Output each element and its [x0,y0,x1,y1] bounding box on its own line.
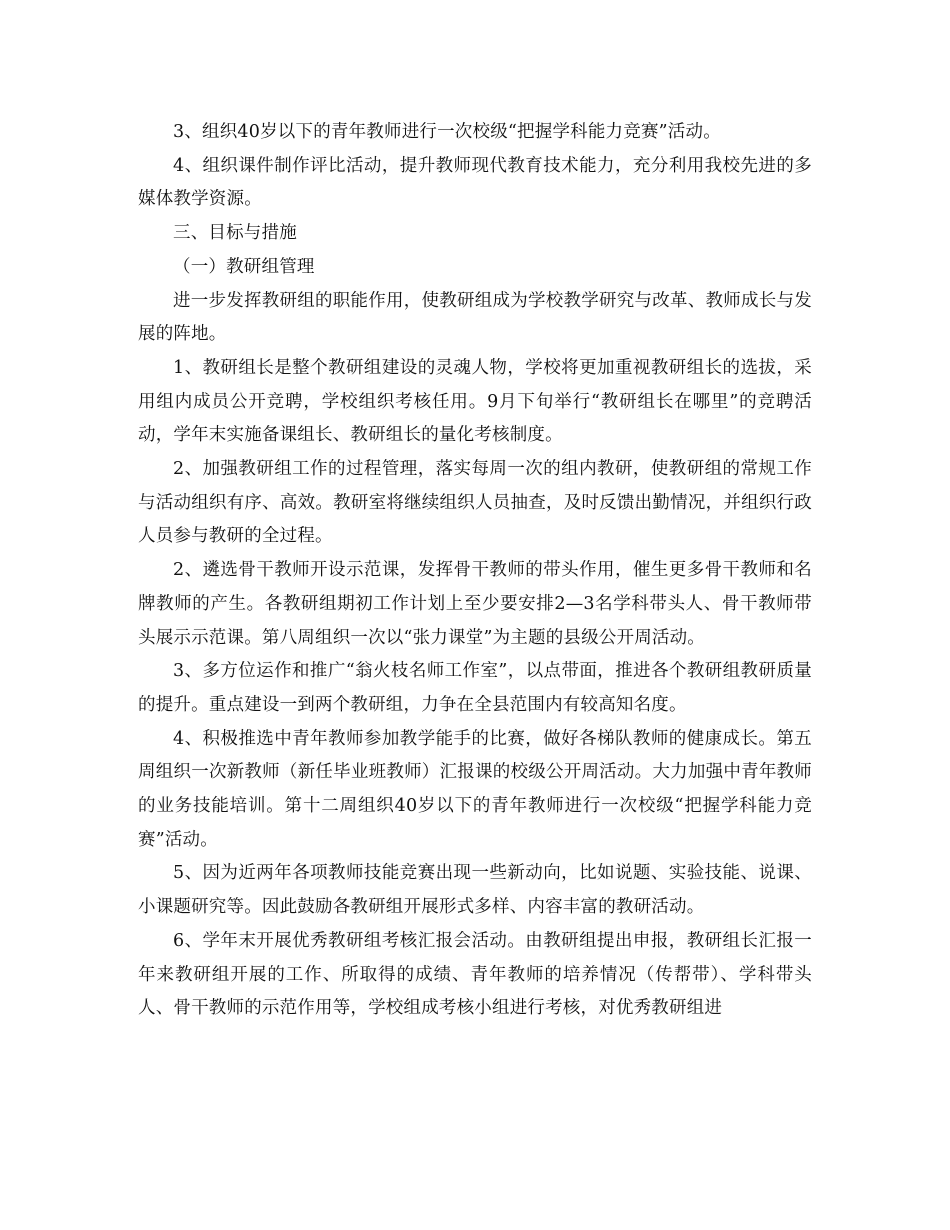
paragraph-item-3: 3、组织40岁以下的青年教师进行一次校级“把握学科能力竞赛”活动。 [173,122,721,142]
section-heading-goals-measures: 三、目标与措施 [173,223,297,244]
paragraph-measure-1: 1、教研组长是整个教研组建设的灵魂人物，学校将更加重视教研组长的选拔，采用组内成员公开竞聘，学校组织考核任用。9月下旬举行“教研组长在哪里”的竞聘活动，学年末实施备课组长、教研组长的量化考核制度。 [138,357,812,446]
subsection-heading-group-management: （一）教研组管理 [173,256,315,277]
document-body [138,116,812,1026]
paragraph-measure-2b: 2、遴选骨干教师开设示范课，发挥骨干教师的带头作用，催生更多骨干教师和名牌教师的产生。各教研组期初工作计划上至少要安排2—3名学科带头人、骨干教师带头展示示范课。第八周组织一次以“张力课堂”为主题的县级公开周活动。 [138,560,812,648]
paragraph-intro: 进一步发挥教研组的职能作用，使教研组成为学校教学研究与改革、教师成长与发展的阵地。 [138,290,812,345]
paragraph-measure-2a: 2、加强教研组工作的过程管理，落实每周一次的组内教研，使教研组的常规工作与活动组织有序、高效。教研室将继续组织人员抽查，及时反馈出勤情况，并组织行政人员参与教研的全过程。 [138,459,812,547]
paragraph-measure-6: 6、学年末开展优秀教研组考核汇报会活动。由教研组提出申报，教研组长汇报一年来教研组开展的工作、所取得的成绩、青年教师的培养情况（传帮带）、学科带头人、骨干教师的示范作用等，学校组成考核小组进行考核，对优秀教研组进 [138,930,812,1019]
paragraph-measure-4: 4、积极推选中青年教师参加教学能手的比赛，做好各梯队教师的健康成长。第五周组织一次新教师（新任毕业班教师）汇报课的校级公开周活动。大力加强中青年教师的业务技能培训。第十二周组织40岁以下的青年教师进行一次校级“把握学科能力竞赛”活动。 [138,728,812,850]
paragraph-measure-5: 5、因为近两年各项教师技能竞赛出现一些新动向，比如说题、实验技能、说课、小课题研究等。因此鼓励各教研组开展形式多样、内容丰富的教研活动。 [138,863,812,918]
paragraph-item-4: 4、组织课件制作评比活动，提升教师现代教育技术能力，充分利用我校先进的多媒体教学资源。 [138,155,812,210]
paragraph-measure-3: 3、多方位运作和推广“翁火枝名师工作室”，以点带面，推进各个教研组教研质量的提升。重点建设一到两个教研组，力争在全县范围内有较高知名度。 [138,661,812,715]
